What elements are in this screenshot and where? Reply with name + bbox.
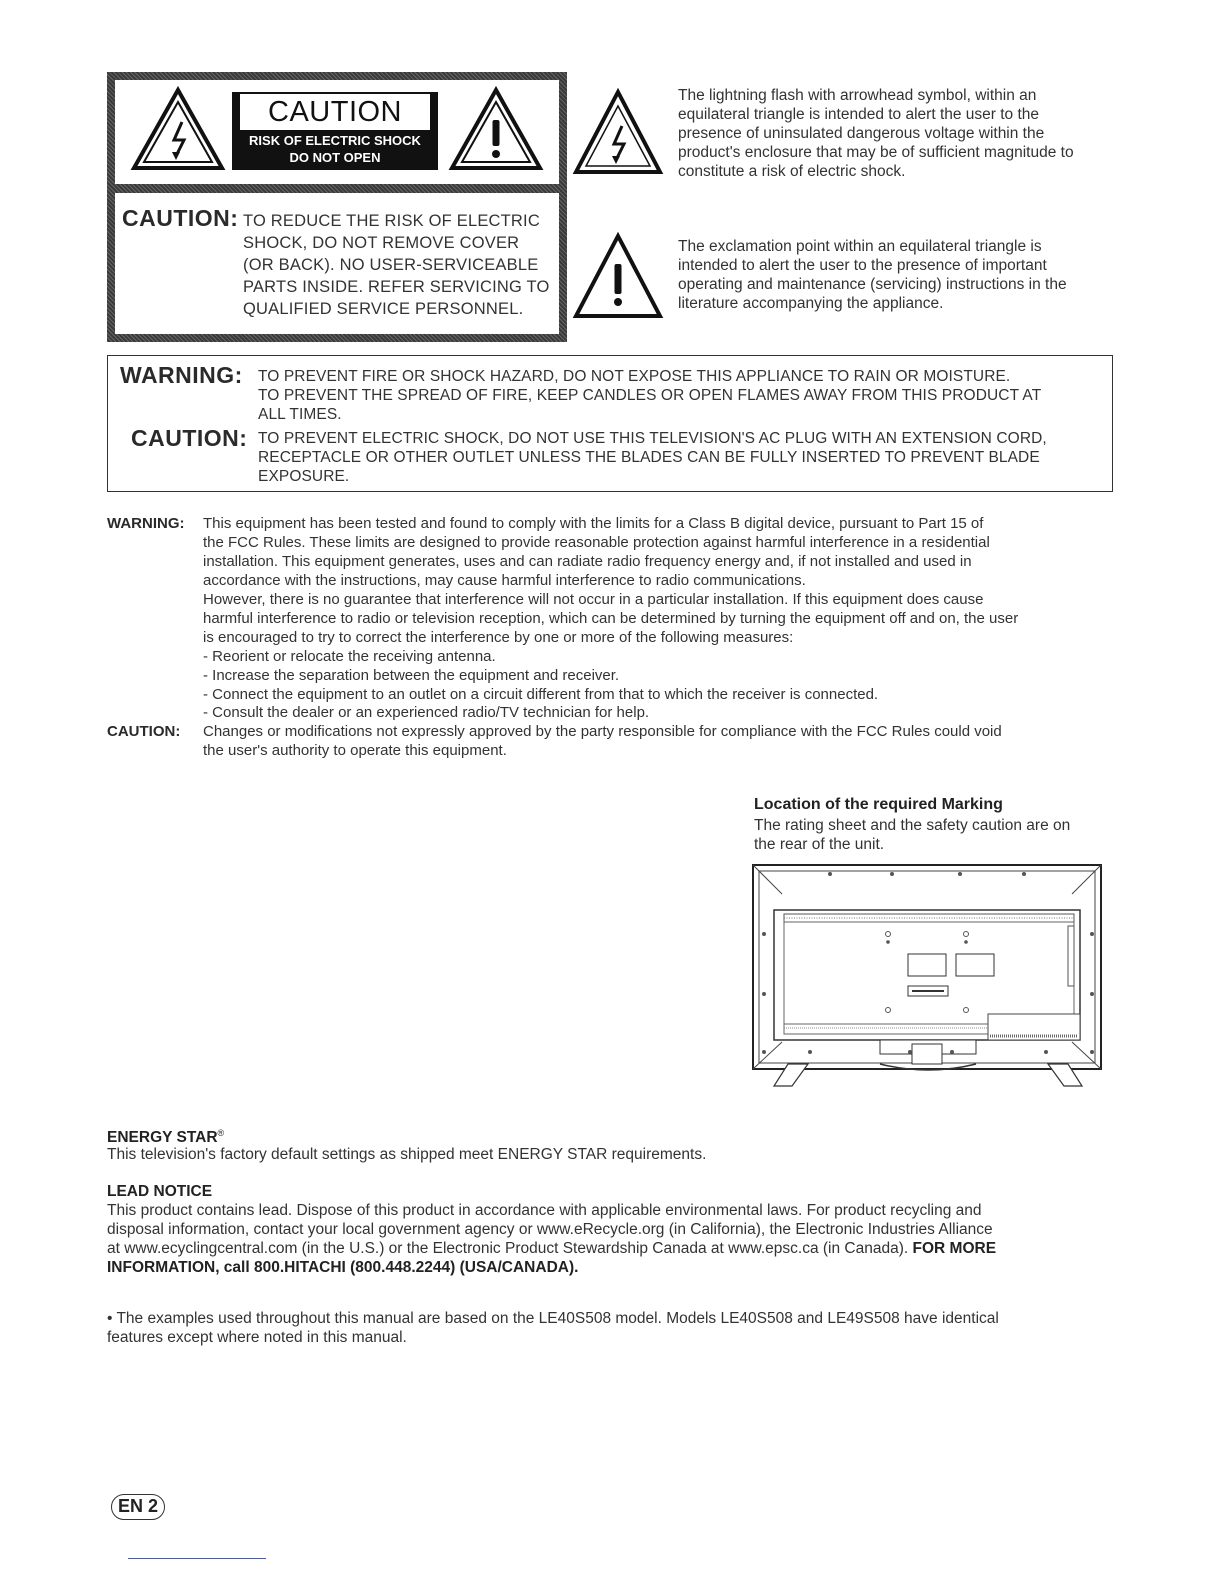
location-line: The rating sheet and the safety caution are on <box>754 817 1071 834</box>
fcc-measure-item: - Reorient or relocate the receiving antenna. <box>203 648 496 665</box>
fcc-measure-item: - Increase the separation between the equipment and receiver. <box>203 667 620 684</box>
models-note-line: features except where noted in this manual. <box>107 1329 407 1346</box>
tv-rear-illustration <box>752 864 1104 1096</box>
caution-box-line: SHOCK, DO NOT REMOVE COVER <box>243 234 520 252</box>
lightning-description-line: The lightning flash with arrowhead symbol, within an <box>678 87 1037 104</box>
fcc-warning-line: accordance with the instructions, may cause harmful interference to radio communications. <box>203 572 806 589</box>
caution-box-line: TO REDUCE THE RISK OF ELECTRIC <box>243 212 540 230</box>
fcc-measure-item: - Connect the equipment to an outlet on a circuit different from that to which the receiver is connected. <box>203 686 879 703</box>
exclamation-symbol-icon <box>572 232 664 320</box>
exclamation-description-line: The exclamation point within an equilateral triangle is <box>678 238 1042 255</box>
lead-notice-heading: LEAD NOTICE <box>107 1183 213 1200</box>
fcc-caution-line: the user's authority to operate this equipment. <box>203 742 507 759</box>
lightning-description-line: constitute a risk of electric shock. <box>678 163 906 180</box>
caution-box-line: QUALIFIED SERVICE PERSONNEL. <box>243 300 524 318</box>
caution-box-line: PARTS INSIDE. REFER SERVICING TO <box>243 278 550 296</box>
page-number-badge: EN 2 <box>111 1494 165 1520</box>
fcc-warning-line: is encouraged to try to correct the interference by one or more of the following measures: <box>203 629 794 646</box>
caution-box-heading: CAUTION: <box>122 205 239 231</box>
fcc-warning-line: installation. This equipment generates, uses and can radiate radio frequency energy and, if not installed and used in <box>203 553 972 570</box>
exclamation-description-line: intended to alert the user to the presence of important <box>678 257 1047 274</box>
warning-box-line: TO PREVENT THE SPREAD OF FIRE, KEEP CANDLES OR OPEN FLAMES AWAY FROM THIS PRODUCT AT <box>258 387 1042 404</box>
models-note-line: • The examples used throughout this manual are based on the LE40S508 model. Models LE40S508 and LE49S508 have identical <box>107 1310 999 1327</box>
warning-box-line: TO PREVENT ELECTRIC SHOCK, DO NOT USE THIS TELEVISION'S AC PLUG WITH AN EXTENSION CORD, <box>258 430 1047 447</box>
exclamation-warning-icon <box>448 86 544 172</box>
energy-star-heading <box>107 1128 224 1147</box>
lightning-symbol-icon <box>572 88 664 176</box>
caution-label: CAUTION <box>240 94 430 130</box>
lead-notice-line <box>107 1240 996 1259</box>
fcc-measure-item: - Consult the dealer or an experienced radio/TV technician for help. <box>203 704 650 721</box>
lead-notice-line-text: at www.ecyclingcentral.com (in the U.S.) or the Electronic Product Stewardship Canada at www.epsc.ca (in Canada). <box>107 1240 913 1257</box>
lightning-description <box>678 86 1118 181</box>
location-line: the rear of the unit. <box>754 836 885 853</box>
lead-notice-line: disposal information, contact your local government agency or www.eRecycle.org (in California), the Electronic Industries Alliance <box>107 1221 993 1238</box>
caution-sub-line-1: RISK OF ELECTRIC SHOCK <box>249 133 421 148</box>
fcc-caution-label: CAUTION: <box>107 723 181 740</box>
caution-sub-line-2: DO NOT OPEN <box>289 150 381 165</box>
caution-box-line: (OR BACK). NO USER-SERVICEABLE <box>243 256 539 274</box>
fcc-warning-line: harmful interference to radio or television reception, which can be determined by turning the equipment off and on, the user <box>203 610 1019 627</box>
fcc-warning-line: the FCC Rules. These limits are designed to provide reasonable protection against harmful interference in a residential <box>203 534 990 551</box>
registered-mark: ® <box>217 1128 225 1138</box>
lead-notice-bold-text: FOR MORE <box>912 1240 997 1257</box>
exclamation-description-line: literature accompanying the appliance. <box>678 295 944 312</box>
location-heading: Location of the required Marking <box>754 796 1003 813</box>
fcc-warning-line: This equipment has been tested and found to comply with the limits for a Class B digital device, pursuant to Part 15 of <box>203 515 984 532</box>
warning-box-warning-label: WARNING: <box>120 362 243 388</box>
warning-box-line: TO PREVENT FIRE OR SHOCK HAZARD, DO NOT EXPOSE THIS APPLIANCE TO RAIN OR MOISTURE. <box>258 368 1011 385</box>
energy-star-text: This television's factory default settings as shipped meet ENERGY STAR requirements. <box>107 1146 707 1163</box>
lightning-description-line: presence of uninsulated dangerous voltage within the <box>678 125 1045 142</box>
warning-box-line: ALL TIMES. <box>258 406 342 423</box>
lightning-description-line: product's enclosure that may be of sufficient magnitude to <box>678 144 1074 161</box>
exclamation-description <box>678 237 1118 313</box>
warning-box-line: RECEPTACLE OR OTHER OUTLET UNLESS THE BLADES CAN BE FULLY INSERTED TO PREVENT BLADE <box>258 449 1040 466</box>
fcc-warning-line: However, there is no guarantee that interference will not occur in a particular installation. If this equipment does cause <box>203 591 984 608</box>
lightning-description-line: equilateral triangle is intended to alert the user to the <box>678 106 1040 123</box>
warning-box-line: EXPOSURE. <box>258 468 350 485</box>
footer-rule <box>128 1558 266 1559</box>
lead-notice-line: This product contains lead. Dispose of this product in accordance with applicable environmental laws. For product recycling and <box>107 1202 982 1219</box>
lead-notice-contact-line: INFORMATION, call 800.HITACHI (800.448.2244) (USA/CANADA). <box>107 1259 579 1276</box>
exclamation-description-line: operating and maintenance (servicing) instructions in the <box>678 276 1067 293</box>
energy-star-heading-text: ENERGY STAR <box>107 1129 218 1147</box>
fcc-warning-label: WARNING: <box>107 515 185 532</box>
lightning-warning-icon <box>130 86 226 172</box>
warning-box-caution-label: CAUTION: <box>131 425 248 451</box>
fcc-caution-line: Changes or modifications not expressly approved by the party responsible for compliance with the FCC Rules could void <box>203 723 1002 740</box>
